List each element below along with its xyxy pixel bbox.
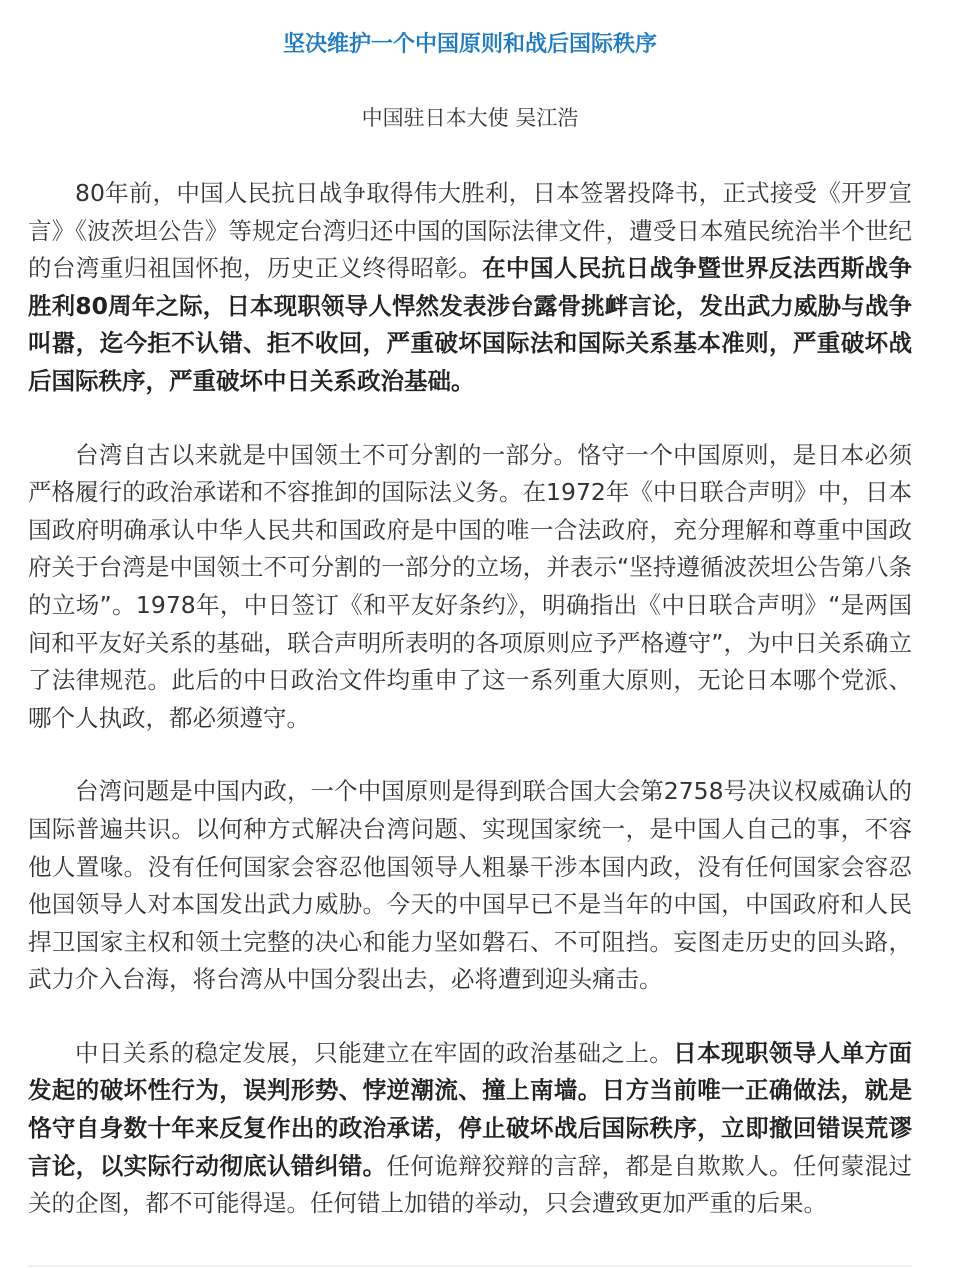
paragraph: [28, 1035, 912, 1223]
divider: [28, 1265, 912, 1267]
text-segment: 中日关系的稳定发展，只能建立在牢固的政治基础之上。: [75, 1038, 674, 1067]
article-title: 坚决维护一个中国原则和战后国际秩序: [282, 32, 657, 57]
text-segment: 台湾问题是中国内政，一个中国原则是得到联合国大会第2758号决议权威确认的国际普遍共识。以何种方式解决台湾问题、实现国家统一，是中国人自己的事，不容他人置喙。没有任何国家会容忍他国领导人粗暴干涉本国内政，没有任何国家会容忍他国领导人对本国发出武力威胁。今天的中国早已不是当年的中国，中国政府和人民捍卫国家主权和领土完整的决心和能力坚如磐石、不可阻挡。妄图走历史的回头路，武力介入台海，将台湾从中国分裂出去，必将遭到迎头痛击。: [28, 777, 912, 994]
bold-text-segment: 在中国人民抗日战争暨世界反法西斯战争胜利80周年之际，日本现职领导人悍然发表涉台露骨挑衅言论，发出武力威胁与战争叫嚣，迄今拒不认错、拒不收回，严重破坏国际法和国际关系基本准则，严重破坏战后国际秩序，严重破坏中日关系政治基础。: [28, 254, 913, 395]
paragraph: [28, 175, 912, 401]
paragraph: [28, 437, 912, 738]
paragraph: [28, 773, 912, 999]
article-body: [28, 175, 912, 1223]
text-segment: 台湾自古以来就是中国领土不可分割的一部分。恪守一个中国原则，是日本必须严格履行的政治承诺和不容推卸的国际法义务。在1972年《中日联合声明》中，日本国政府明确承认中华人民共和国政府是中国的唯一合法政府，充分理解和尊重中国政府关于台湾是中国领土不可分割的一部分的立场，并表示“坚持遵循波茨坦公告第八条的立场”。1978年，中日签订《和平友好条约》，明确指出《中日联合声明》“是两国间和平友好关系的基础，联合声明所表明的各项原则应予严格遵守”，为中日关系确立了法律规范。此后的中日政治文件均重申了这一系列重大原则，无论日本哪个党派、哪个人执政，都必须遵守。: [28, 440, 912, 732]
bold-text-segment: 日本现职领导人单方面发起的破坏性行为，误判形势、悖逆潮流、撞上南墙。日方当前唯一正确做法，就是恪守自身数十年来反复作出的政治承诺，停止破坏战后国际秩序，立即撤回错误荒谬言论，以实际行动彻底认错纠错。: [28, 1038, 913, 1180]
text-segment: 任何诡辩狡辩的言辞，都是自欺欺人。任何蒙混过关的企图，都不可能得逞。任何错上加错的举动，只会遭致更加严重的后果。: [28, 1151, 913, 1218]
article-byline: 中国驻日本大使 吴江浩: [361, 106, 579, 130]
text-segment: 80年前，中国人民抗日战争取得伟大胜利，日本签署投降书，正式接受《开罗宣言》《波茨坦公告》等规定台湾归还中国的国际法律文件，遭受日本殖民统治半个世纪的台湾重归祖国怀抱，历史正义终得昭彰。: [28, 179, 912, 283]
